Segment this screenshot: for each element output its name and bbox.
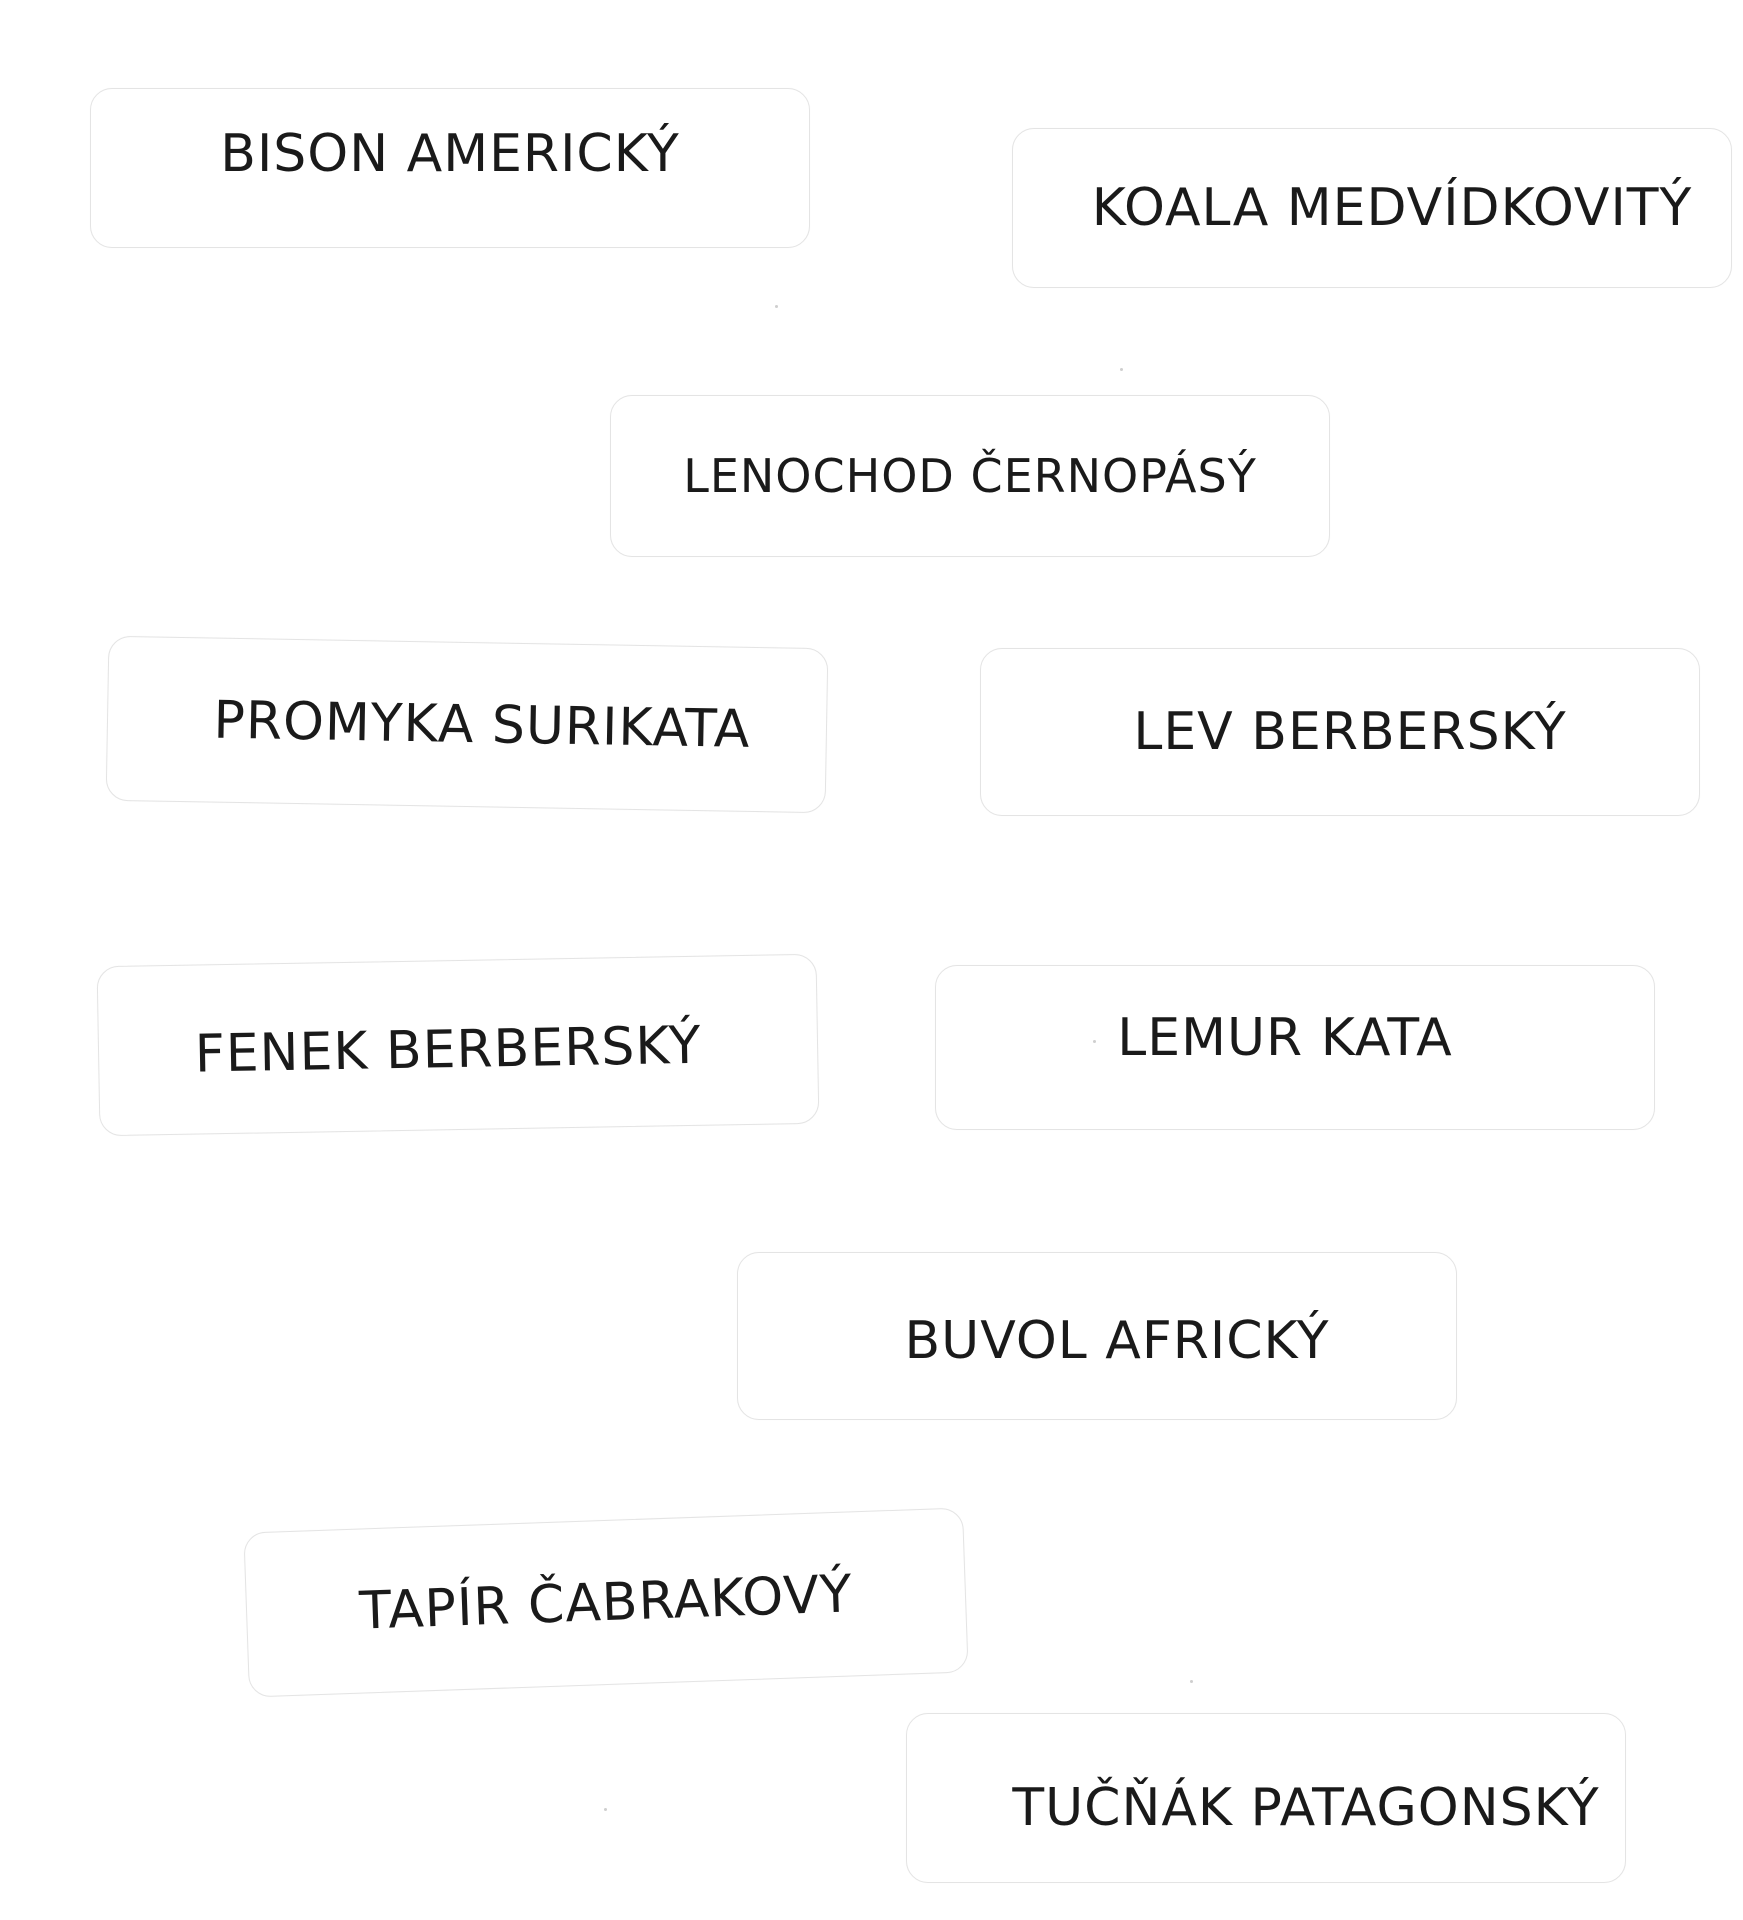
label-card-promyka [106, 636, 829, 814]
scan-speck [1190, 1680, 1193, 1683]
card-label: PROMYKA SURIKATA [213, 690, 751, 760]
card-label: FENEK BERBERSKÝ [194, 1015, 702, 1085]
label-card-lev [980, 648, 1700, 816]
label-card-tucnak [906, 1713, 1626, 1883]
card-label: BISON AMERICKÝ [220, 124, 680, 184]
label-card-tapir [243, 1507, 968, 1697]
scan-speck [1120, 368, 1123, 371]
label-card-lenochod [610, 395, 1330, 557]
card-label: TUČŇÁK PATAGONSKÝ [1012, 1778, 1600, 1838]
label-card-koala [1012, 128, 1732, 288]
card-label: BUVOL AFRICKÝ [904, 1311, 1330, 1371]
card-label: LEV BERBERSKÝ [1133, 702, 1567, 762]
card-label: LEMUR KATA [1117, 1007, 1453, 1068]
card-label: KOALA MEDVÍDKOVITÝ [1091, 178, 1693, 238]
scan-speck [604, 1808, 607, 1811]
label-card-lemur [935, 965, 1655, 1130]
label-card-fenek [97, 954, 820, 1137]
label-card-bison [90, 88, 810, 248]
scan-speck [775, 305, 778, 308]
card-label: LENOCHOD ČERNOPÁSÝ [683, 449, 1257, 503]
scan-speck [1093, 1040, 1096, 1043]
card-label: TAPÍR ČABRAKOVÝ [358, 1563, 854, 1642]
label-card-buvol [737, 1252, 1457, 1420]
